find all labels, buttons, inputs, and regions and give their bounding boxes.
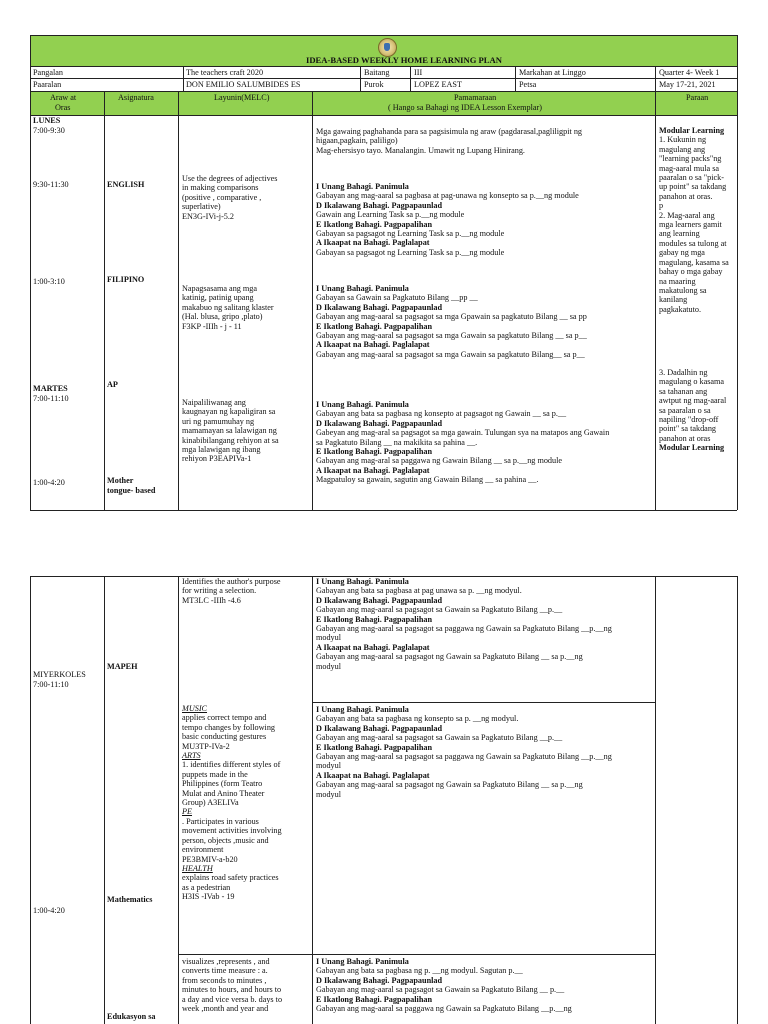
label-paaralan: Paaralan: [33, 80, 62, 89]
subject-esp: Edukasyon sa: [107, 1012, 156, 1021]
label-petsa: Petsa: [519, 80, 537, 89]
time-6: 7:00-11:10: [33, 680, 69, 689]
layunin-mtb: Identifies the author's purpose for writing a selection. MT3LC -IIIh -4.6: [182, 577, 281, 605]
header-pamamaraan: Pamamaraan: [454, 93, 497, 102]
pamamaraan-mtb: I Unang Bahagi. Panimula Gabayan ang bata sa pagbasa at pag unawa sa p. __ng modyul. D Ikalawang Bahagi. Pagpapaunlad Gabayan ang mag-aaral sa pagsagot sa Gawain sa Pagkatuto Bilang __p.__ E Ikatlong Bahagi. Pagpapalihan Gabayan ang mag-aaral sa pagsagot sa paggawa ng Gawain sa Pagkatuto Bilang __p.__ng modyul A Ikaapat na Bahagi. Paglalapat Gabayan ang mag-aaral sa pagsagot ng Gawain sa Pagkatuto Bilang __ sa p.__ng modyul: [316, 577, 612, 671]
value-petsa: May 17-21, 2021: [659, 80, 716, 89]
layunin-mapeh: MUSIC applies correct tempo and tempo changes by following basic conducting gestures MU3TP-IVa-2 ARTS 1. identifies different styles of puppets made in the Philippines (form Teatro Mulat and Anino Theater Group) A3ELIVa PE . Participates in various movement activities involving person, objects ,music and environment PE3BMIV-a-b20 HEALTH explains road safety practices as a pedestrian H3IS -IVab - 19: [182, 704, 282, 902]
subject-mtb-2: tongue- based: [107, 486, 156, 495]
header-asignatura: Asignatura: [118, 93, 154, 102]
subject-mtb-1: Mother: [107, 476, 134, 485]
layunin-filipino: Napagsasama ang mga katinig, patinig upang makabuo ng salitang klaster (Hal. blusa, gripo ,plato) F3KP -IIIh - j - 11: [182, 284, 274, 331]
label-markahan: Markahan at Linggo: [519, 68, 586, 77]
subject-english: ENGLISH: [107, 180, 145, 189]
layunin-english: Use the degrees of adjectives in making comparisons (positive , comparative , superlative) EN3G-IVi-j-5.2: [182, 174, 278, 221]
time-3: 1:00-3:10: [33, 277, 65, 286]
header-layunin: Layunin(MELC): [214, 93, 270, 102]
value-baitang: III: [414, 68, 423, 77]
pamamaraan-english: I Unang Bahagi. Panimula Gabayan ang mag-aaral sa pagbasa at pag-unawa ng konsepto sa p.__ng module D Ikalawang Bahagi. Pagpapaunlad Gawain ang Learning Task sa p.__ng module E Ikatlong Bahagi. Pagpapalihan Gabayan sa pagsagot ng Learning Task sa p.__ng module A Ikaapat na Bahagi. Paglalapat Gabayan sa pagsagot ng Learning Task sa p.__ng module: [316, 182, 579, 257]
value-paaralan: DON EMILIO SALUMBIDES ES: [186, 80, 301, 89]
time-7: 1:00-4:20: [33, 906, 65, 915]
label-pangalan: Pangalan: [33, 68, 64, 77]
value-pangalan: The teachers craft 2020: [186, 68, 264, 77]
pamamaraan-mapeh: I Unang Bahagi. Panimula Gabayan ang bata sa pagbasa ng konsepto sa p. __ng modyul. D Ikalawang Bahagi. Pagpapaunlad Gabayan ang mag-aaral sa pagsagot sa Gawain sa Pagkatuto Bilang __p.__ E Ikatlong Bahagi. Pagpapalihan Gabayan ang mag-aaral sa pagsagot sa paggawa ng Gawain sa Pagkatuto Bilang __p.__ng modyul A Ikaapat na Bahagi. Paglalapat Gabayan ang mag-aaral sa pagsagot ng Gawain sa Pagkatuto Bilang __ sa p.__ng modyul: [316, 705, 612, 799]
time-1: 7:00-9:30: [33, 126, 65, 135]
subject-ap: AP: [107, 380, 118, 389]
subject-math: Mathematics: [107, 895, 153, 904]
value-purok: LOPEZ EAST: [414, 80, 462, 89]
paraan-modular: Modular Learning 1. Kukunin ng magulang ang "learning packs"ng mag-aaral mula sa paaralan o sa "pick- up point" sa takdang panahon at oras. p 2. Mag-aaral ang mga learners gamit ang learning modules sa tulong at gabay ng mga magulang, kasama sa bahay o mga gabay na maaring makatulong sa kanilang pagkakatuto.: [659, 126, 729, 314]
paraan-step-3: 3. Dadalhin ng magulang o kasama sa tahanan ang awtput ng mag-aaral sa paaralan o sa napiling "drop-off point" sa takdang panahon at oras Modular Learning: [659, 368, 727, 453]
day-martes: MARTES: [33, 384, 68, 393]
header-oras: Oras: [55, 103, 71, 112]
subject-filipino: FILIPINO: [107, 275, 145, 284]
time-4: 7:00-11:10: [33, 394, 69, 403]
time-5: 1:00-4:20: [33, 478, 65, 487]
layunin-math: visualizes ,represents , and converts time measure : a. from seconds to minutes , minutes to hours, and hours to a day and vice versa b. days to week ,month and year and: [182, 957, 283, 1014]
layunin-ap: Naipaliliwanag ang kaugnayan ng kapaligiran sa uri ng pamumuhay ng mamamayan sa lalawigan ng kinabibilangang rehiyon at sa mga lalawigan ng ibang rehiyon P3EAPIVa-1: [182, 398, 279, 464]
value-markahan: Quarter 4- Week 1: [659, 68, 720, 77]
day-miyerkoles: MIYERKOLES: [33, 670, 86, 679]
subject-mapeh: MAPEH: [107, 662, 138, 671]
header-pamamaraan-sub: ( Hango sa Bahagi ng IDEA Lesson Exemplar): [388, 103, 542, 112]
day-lunes: LUNES: [33, 116, 61, 125]
pamamaraan-intro: Mga gawaing paghahanda para sa pagsisimula ng araw (pagdarasal,pagliligpit ng higaan,pagkain, paliligo) Mag-ehersisyo tayo. Manalangin. Umawit ng Lupang Hinirang.: [316, 127, 583, 155]
header-paraan: Paraan: [686, 93, 709, 102]
time-2: 9:30-11:30: [33, 180, 69, 189]
pamamaraan-math: I Unang Bahagi. Panimula Gabayan ang bata sa pagbasa ng p. __ng modyul. Sagutan p.__ D Ikalawang Bahagi. Pagpapaunlad Gabayan ang mag-aaral sa pagsagot sa Gawain sa Pagkatuto Bilang __ p.__ E Ikatlong Bahagi. Pagpapalihan Gabayan ang mag-aaral sa paggawa ng Gawain sa Pagkatuto Bilang __p.__ng: [316, 957, 572, 1014]
label-baitang: Baitang: [364, 68, 390, 77]
pamamaraan-filipino: I Unang Bahagi. Panimula Gabayan sa Gawain sa Pagkatuto Bilang __pp __ D Ikalawang Bahagi. Pagpapaunlad Gabayan ang mag-aaral sa pagsagot sa mga Gpawain sa pagkatuto Bilang __ sa pp E Ikatlong Bahagi. Pagpapalihan Gabayan ang mag-aaral sa pagsagot sa mga Gawain sa pagkatuto Bilang __ sa p__ A Ikaapat na Bahagi. Paglalapat Gabayan ang mag-aaral sa pagsagot sa mga Gawain sa pagkatuto Bilang__ sa p__: [316, 284, 587, 359]
header-araw: Araw at: [50, 93, 77, 102]
page-title: IDEA-BASED WEEKLY HOME LEARNING PLAN: [306, 55, 502, 65]
pamamaraan-ap: I Unang Bahagi. Panimula Gabayan ang bata sa pagbasa ng konsepto at pagsagot ng Gawain __ sa p.__ D Ikalawang Bahagi. Pagpapaunlad Gabeyan ang mag-aral sa pagsagot sa mga gawain. Tulungan sya na matapos ang Gawain sa Pagkatuto Bilang __ na makikita sa pahina __. E Ikatlong Bahagi. Pagpapalihan Gabayan ang mag-aral sa paggawa ng Gawain Bilang __ sa p.__ng module A Ikaapat na Bahagi. Paglalapat Magpatuloy sa gawain, sagutin ang Gawain Bilang __ sa pahina __.: [316, 400, 610, 485]
label-purok: Purok: [364, 80, 384, 89]
